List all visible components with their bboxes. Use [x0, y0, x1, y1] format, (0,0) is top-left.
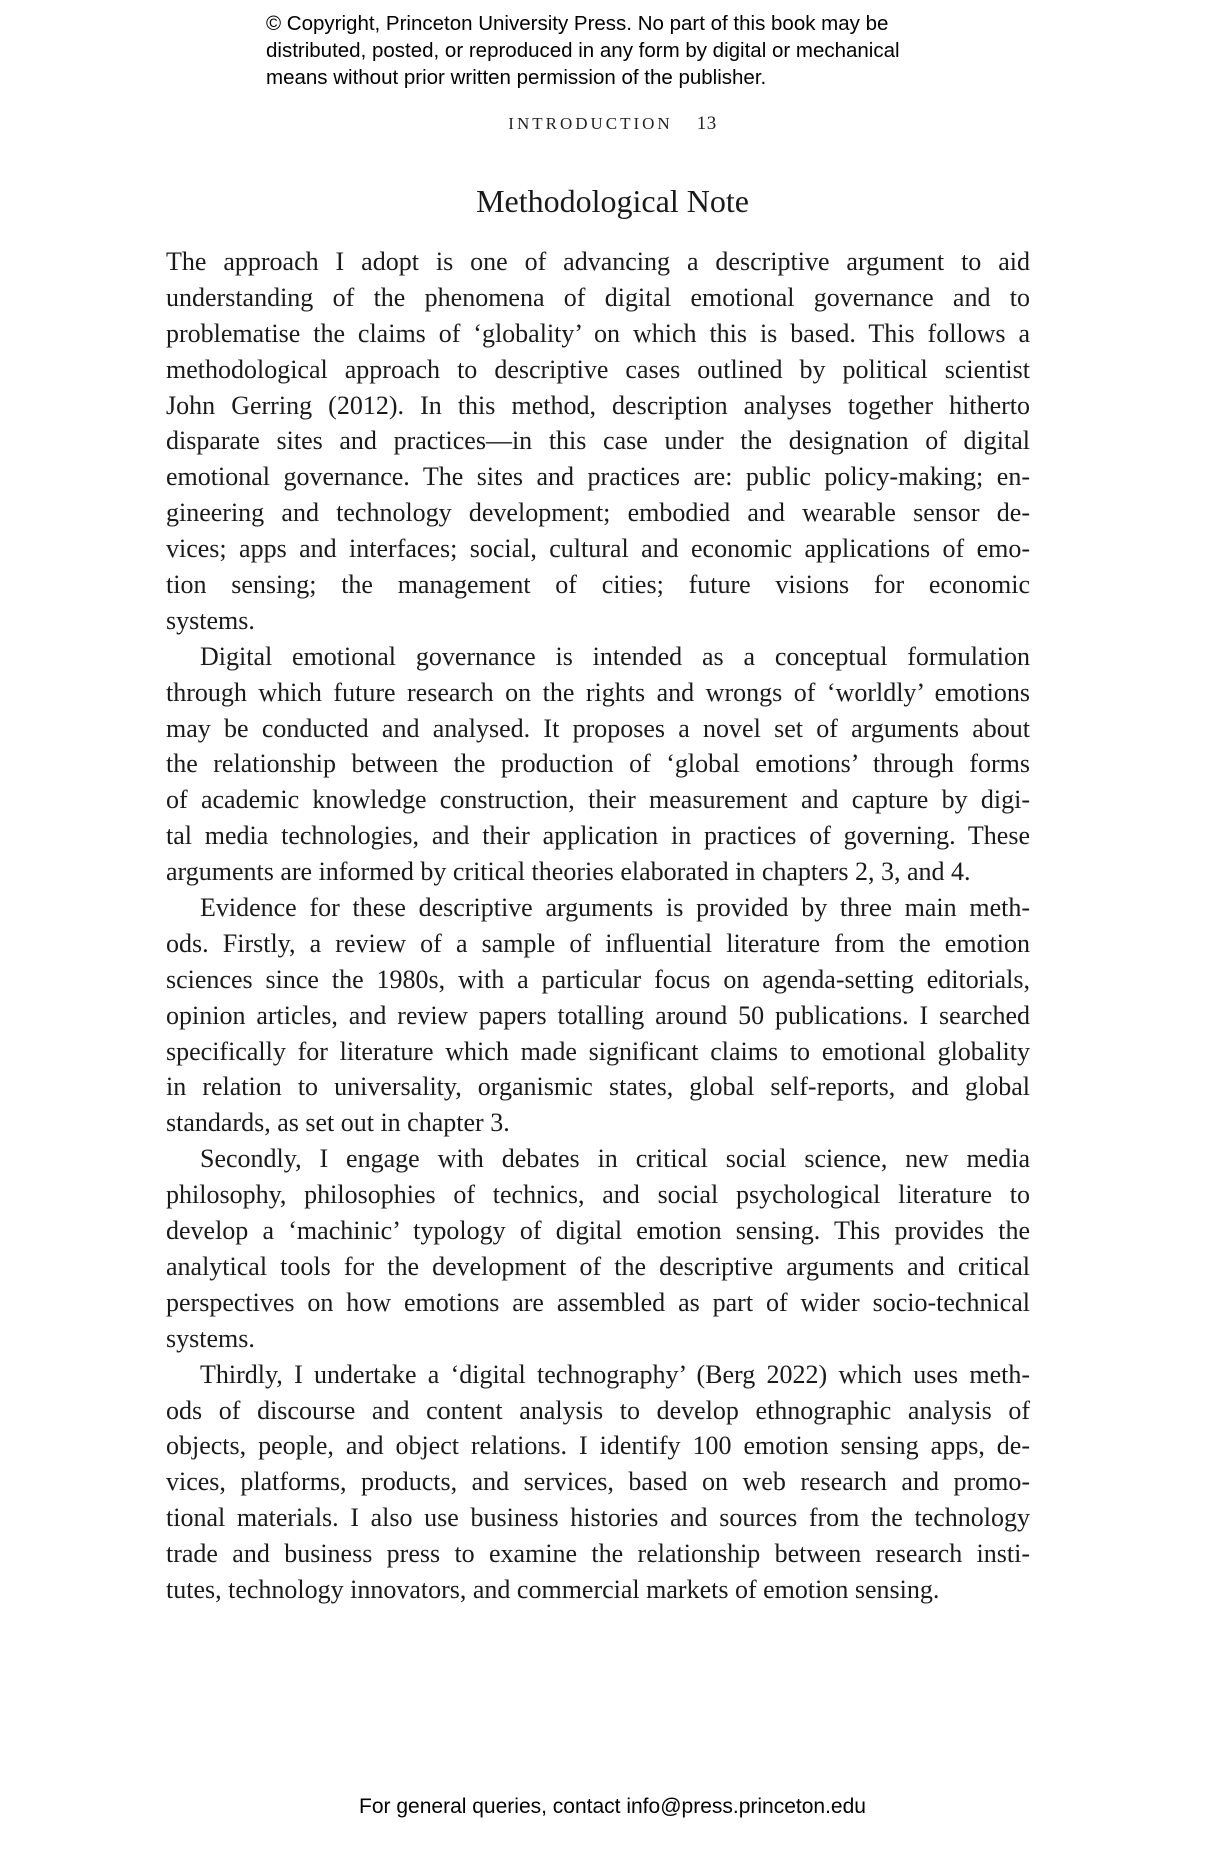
paragraph-line: objects, people, and object relations. I identify 100 emotion sensing apps, de-	[166, 1431, 1030, 1461]
paragraph-line: may be conducted and analysed. It proposes a novel set of arguments about	[166, 713, 1030, 743]
paragraph-line: Evidence for these descriptive arguments is provided by three main meth-	[200, 893, 1030, 923]
paragraph-line: specifically for literature which made significant claims to emotional globality	[166, 1036, 1030, 1066]
paragraph-line: sciences since the 1980s, with a particular focus on agenda-setting editorials,	[166, 964, 1030, 994]
copyright-notice	[266, 10, 1026, 91]
paragraph-line: systems.	[166, 605, 255, 635]
paragraph-line: trade and business press to examine the relationship between research insti-	[166, 1539, 1030, 1569]
paragraph-line: the relationship between the production of ‘global emotions’ through forms	[166, 749, 1030, 779]
page-number: 13	[696, 113, 717, 134]
paragraph-line: philosophy, philosophies of technics, and social psychological literature to	[166, 1180, 1030, 1210]
paragraph-line: systems.	[166, 1323, 255, 1353]
paragraph-line: Digital emotional governance is intended as a conceptual formulation	[200, 641, 1030, 671]
footer-contact: For general queries, contact info@press.princeton.edu	[359, 1795, 866, 1818]
paragraph-line: vices; apps and interfaces; social, cultural and economic applications of emo-	[166, 534, 1030, 564]
paragraph-line: vices, platforms, products, and services, based on web research and promo-	[166, 1467, 1030, 1497]
paragraph	[166, 639, 1030, 890]
copyright-line: distributed, posted, or reproduced in any form by digital or mechanical	[266, 39, 900, 62]
paragraph-line: The approach I adopt is one of advancing a descriptive argument to aid	[166, 247, 1030, 276]
paragraph-line: of academic knowledge construction, their measurement and capture by digi-	[166, 785, 1030, 815]
paragraph-line: Secondly, I engage with debates in critical social science, new media	[200, 1144, 1030, 1174]
paragraph-line: problematise the claims of ‘globality’ on which this is based. This follows a	[166, 318, 1030, 348]
paragraph-line: understanding of the phenomena of digital emotional governance and to	[166, 282, 1030, 312]
paragraph-line: Thirdly, I undertake a ‘digital technography’ (Berg 2022) which uses meth-	[200, 1359, 1030, 1389]
paragraph-line: through which future research on the rights and wrongs of ‘worldly’ emotions	[166, 677, 1030, 707]
paragraph	[166, 890, 1030, 1141]
running-head-title: INTRODUCTION	[508, 114, 673, 133]
paragraph-line: ods. Firstly, a review of a sample of influential literature from the emotion	[166, 928, 1030, 958]
paragraph	[166, 1141, 1030, 1356]
paragraph-line: perspectives on how emotions are assembled as part of wider socio-technical	[166, 1287, 1030, 1317]
paragraph	[166, 1357, 1030, 1608]
paragraph-line: John Gerring (2012). In this method, description analyses together hitherto	[166, 390, 1030, 420]
paragraph-line: methodological approach to descriptive cases outlined by political scientist	[166, 354, 1030, 384]
copyright-line: means without prior written permission of the publisher.	[266, 66, 767, 89]
paragraph-line: tal media technologies, and their application in practices of governing. These	[166, 821, 1030, 851]
running-head	[0, 113, 1225, 135]
paragraph-line: tional materials. I also use business histories and sources from the technology	[166, 1503, 1030, 1533]
body-text	[166, 244, 1030, 1608]
paragraph-line: opinion articles, and review papers totalling around 50 publications. I searched	[166, 1000, 1030, 1030]
paragraph-line: ods of discourse and content analysis to develop ethnographic analysis of	[166, 1395, 1030, 1425]
paragraph-line: tion sensing; the management of cities; future visions for economic	[166, 570, 1030, 600]
paragraph-line: arguments are informed by critical theories elaborated in chapters 2, 3, and 4.	[166, 857, 971, 887]
paragraph-line: analytical tools for the development of the descriptive arguments and critical	[166, 1251, 1030, 1281]
copyright-line: © Copyright, Princeton University Press. No part of this book may be	[266, 12, 889, 35]
paragraph-line: gineering and technology development; embodied and wearable sensor de-	[166, 498, 1030, 528]
paragraph-line: develop a ‘machinic’ typology of digital emotion sensing. This provides the	[166, 1216, 1030, 1246]
section-title: Methodological Note	[476, 183, 749, 219]
paragraph-line: standards, as set out in chapter 3.	[166, 1108, 510, 1138]
paragraph-line: tutes, technology innovators, and commercial markets of emotion sensing.	[166, 1574, 940, 1604]
paragraph-line: disparate sites and practices—in this case under the designation of digital	[166, 426, 1030, 456]
paragraph-line: emotional governance. The sites and practices are: public policy-making; en-	[166, 462, 1030, 492]
paragraph	[166, 244, 1030, 639]
paragraph-line: in relation to universality, organismic states, global self-reports, and global	[166, 1072, 1030, 1102]
